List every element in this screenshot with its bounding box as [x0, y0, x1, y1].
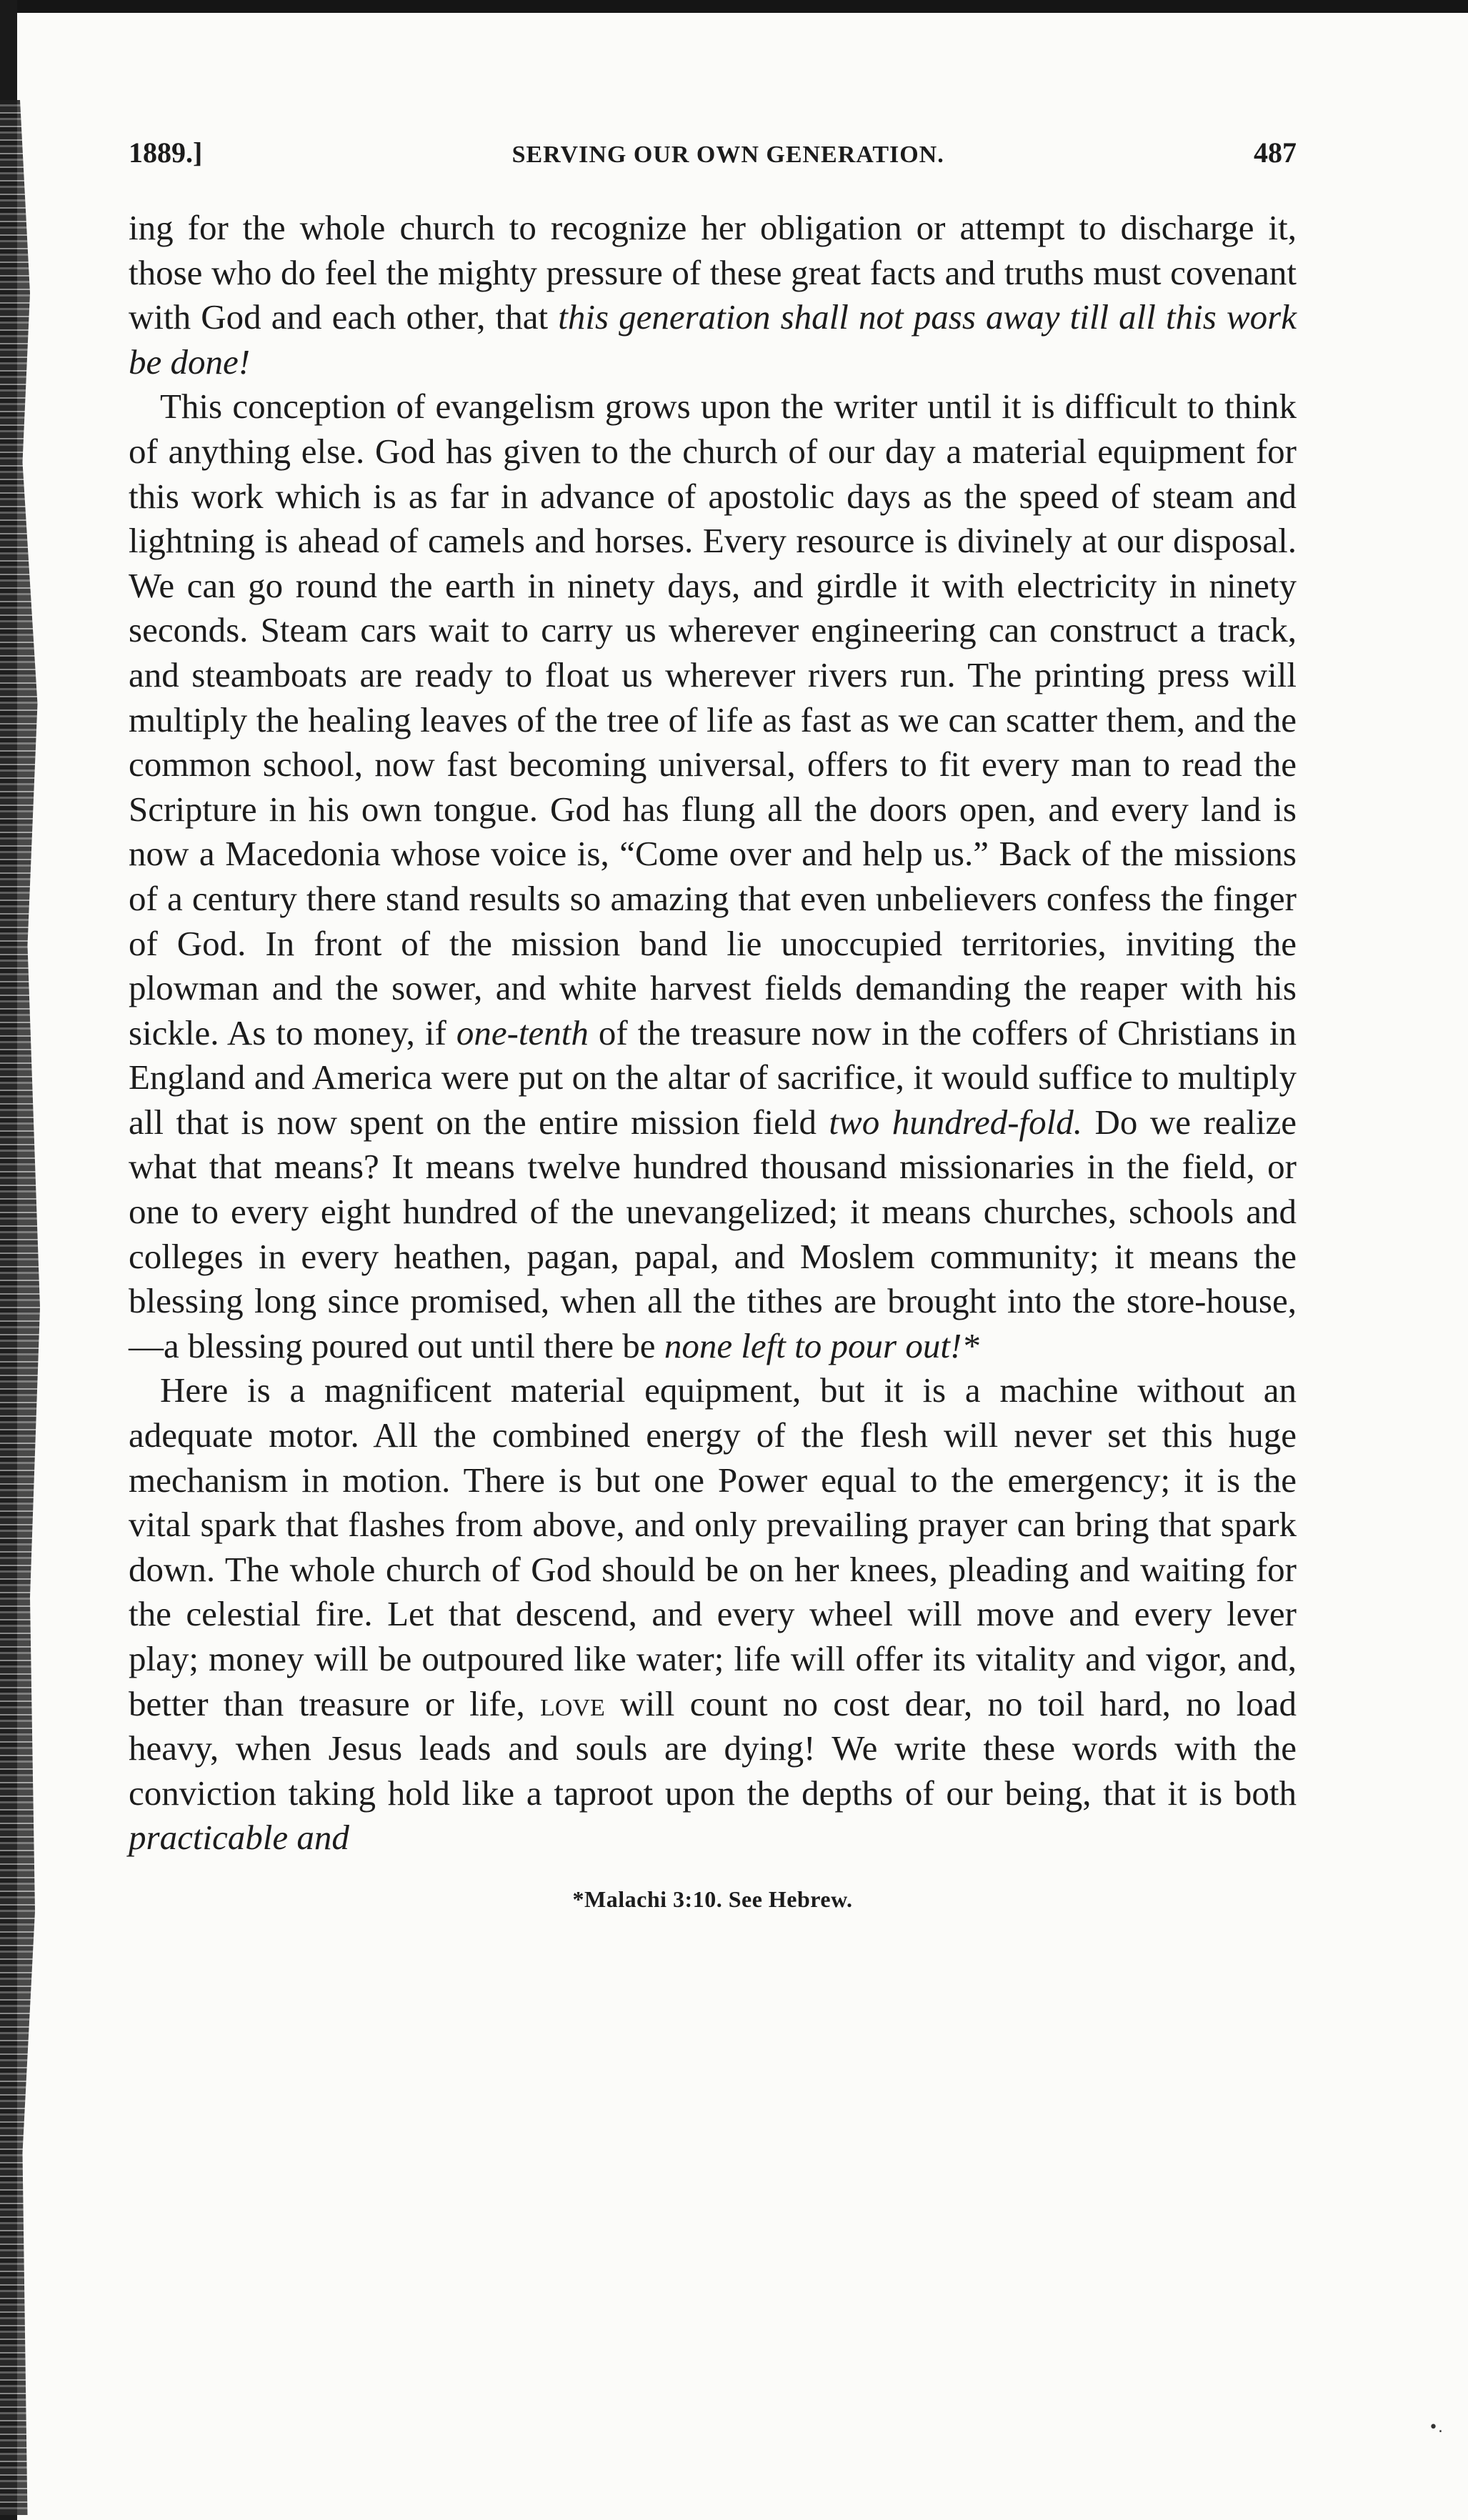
- paragraph: [129, 1368, 1297, 1861]
- binding-shadow: [0, 100, 50, 2515]
- header-title: SERVING OUR OWN GENERATION.: [511, 141, 944, 168]
- italic-text: this generation shall not pass away till all this work be done!: [129, 297, 1297, 382]
- footnote: *Malachi 3:10. See Hebrew.: [572, 1886, 853, 1912]
- italic-text: two hundred-fold.: [829, 1102, 1082, 1142]
- header-year: 1889.]: [129, 136, 203, 169]
- text-run: This conception of evangelism grows upon the writer until it is difficult to think of anything else. God has given to the church of our day a material equipment for this work which is as far in advance of apostolic days as the speed of steam and lightning is ahead of camels and horses. Every resource is divinely at our disposal. We can go round the earth in ninety days, and girdle it with electricity in ninety seconds. Steam cars wait to carry us wherever engineering can construct a track, and steamboats are ready to float us wherever rivers run. The printing press will multiply the healing leaves of the tree of life as fast as we can scatter them, and the common school, now fast becoming universal, offers to fit every man to read the Scripture in his own tongue. God has flung all the doors open, and every land is now a Macedonia whose voice is, “Come over and help us.” Back of the missions of a century there stand results so amazing that even unbelievers confess the finger of God. In front of the mission band lie unoccupied territories, inviting the plowman and the sower, and white harvest fields demanding the reaper with his sickle. As to money, if: [129, 387, 1297, 1052]
- text-run: of the treasure now in the coffers of Christians in England and America were put on the altar of sacrifice, it would suffice to multiply all that is now spent on the entire mission field: [129, 1012, 1297, 1142]
- text-run: Do we realize what that means? It means twelve hundred thousand missionaries in the field, or one to every eight hundred of the unevangelized; it means churches, schools and colleges in every heathen, pagan, papal, and Moslem community; it means the blessing long since promised, when all the tithes are brought into the store-house,—a blessing poured out until there be: [129, 1102, 1297, 1365]
- paragraph: [129, 206, 1297, 384]
- italic-text: none left to pour out!*: [664, 1325, 979, 1365]
- text-run: ing for the whole church to recognize her obligation or attempt to discharge it, those who do feel the mighty pressure of these great facts and truths must covenant with God and each other, that: [129, 208, 1297, 337]
- italic-text: practicable and: [129, 1818, 349, 1858]
- text-run: will count no cost dear, no toil hard, no load heavy, when Jesus leads and souls are dying! We write these words with the conviction taking hold like a taproot upon the depths of our being, that it is both: [129, 1683, 1297, 1813]
- page-text-block: [129, 136, 1297, 1913]
- paragraph: [129, 384, 1297, 1368]
- small-caps-text: love: [540, 1683, 605, 1723]
- page-number: 487: [1254, 136, 1297, 169]
- running-header: [129, 136, 1297, 179]
- body-text: [129, 206, 1297, 1861]
- page-top-edge: [0, 0, 1468, 13]
- italic-text: one-tenth: [456, 1012, 589, 1052]
- text-run: Here is a magnificent material equipment, but it is a machine without an adequate motor. All the combined energy of the flesh will never set this huge mechanism in motion. There is but one Power equal to the emergency; it is the vital spark that flashes from above, and only prevailing prayer can bring that spark down. The whole church of God should be on her knees, pleading and waiting for the celestial fire. Let that descend, and every wheel will move and every lever play; money will be outpoured like water; life will offer its vitality and vigor, and, better than treasure or life,: [129, 1370, 1297, 1723]
- stray-mark: •.: [1429, 2419, 1443, 2436]
